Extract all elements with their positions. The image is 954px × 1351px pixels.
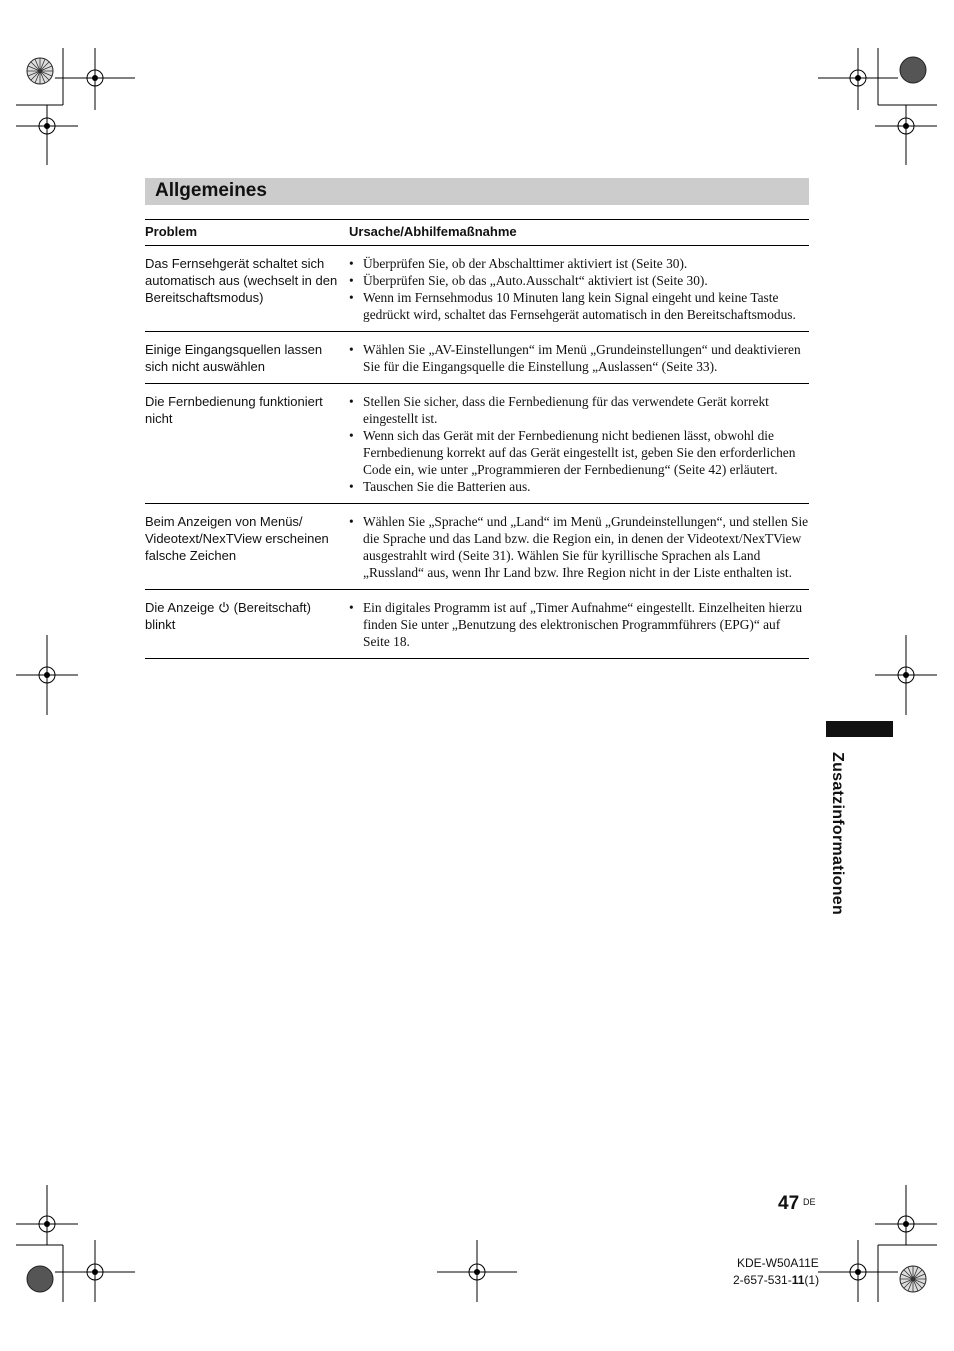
cause-item: • Überprüfen Sie, ob der Abschalttimer aktiviert ist (Seite 30).	[363, 255, 809, 272]
section-title: Allgemeines	[155, 180, 267, 201]
code-prefix: 2-657-531-	[733, 1273, 792, 1287]
problem-cell: Einige Eingangsquellen lassen sich nicht auswählen	[145, 342, 323, 374]
problem-suffix: (Bereitschaft) blinkt	[145, 600, 311, 632]
sidebar-section-label: Zusatzinformationen	[829, 752, 846, 916]
standby-icon	[218, 601, 230, 613]
page-language: DE	[803, 1197, 816, 1207]
gray-disc-mark-icon	[900, 57, 926, 83]
cause-item: • Stellen Sie sicher, dass die Fernbedienung für das verwendete Gerät korrekt eingestellt ist.	[363, 393, 809, 427]
problem-cell	[145, 599, 340, 633]
table-row	[145, 590, 809, 659]
table-row	[145, 384, 809, 504]
problem-cell: Beim Anzeigen von Menüs/ Videotext/NexTView erscheinen falsche Zeichen	[145, 514, 329, 563]
column-header-problem: Problem	[145, 224, 198, 239]
cause-item: • Tauschen Sie die Batterien aus.	[363, 478, 809, 495]
starburst-mark-icon	[900, 1266, 926, 1292]
section-header	[145, 178, 809, 205]
cause-item: • Überprüfen Sie, ob das „Auto.Ausschalt“ aktiviert ist (Seite 30).	[363, 272, 809, 289]
troubleshooting-table	[145, 219, 809, 659]
model-number: KDE-W50A11E	[737, 1256, 819, 1270]
cause-item: • Ein digitales Programm ist auf „Timer Aufnahme“ eingestellt. Einzelheiten hierzu finden Sie unter „Benutzung des elektronischen Programmführers (EPG)“ auf Seite 18.	[363, 599, 809, 650]
starburst-mark-icon	[27, 58, 53, 84]
document-code	[733, 1273, 819, 1287]
table-row	[145, 332, 809, 384]
gray-disc-mark-icon	[27, 1266, 53, 1292]
table-row	[145, 246, 809, 332]
table-row	[145, 504, 809, 590]
code-bold: 11	[791, 1273, 805, 1287]
column-header-cause: Ursache/Abhilfemaßnahme	[349, 224, 517, 239]
cause-item: • Wenn sich das Gerät mit der Fernbedienung nicht bedienen lässt, obwohl die Fernbedienung korrekt auf das Gerät eingestellt ist, geben Sie den erforderlichen Code ein, wie unter „Programmieren der Fernbedienung“ (Seite 42) erläutert.	[363, 427, 809, 478]
problem-cell: Die Fernbedienung funktioniert nicht	[145, 394, 323, 426]
page-number: 47	[778, 1193, 800, 1214]
table-header	[145, 219, 809, 246]
sidebar-tab-marker	[826, 721, 893, 737]
problem-cell: Das Fernsehgerät schaltet sich automatisch aus (wechselt in den Bereitschaftsmodus)	[145, 256, 338, 305]
problem-prefix: Die Anzeige	[145, 600, 215, 615]
cause-item: • Wenn im Fernsehmodus 10 Minuten lang kein Signal eingeht und keine Taste gedrückt wird, schaltet das Fernsehgerät automatisch in den Bereitschaftsmodus.	[363, 289, 809, 323]
cause-item: • Wählen Sie „AV-Einstellungen“ im Menü „Grundeinstellungen“ und deaktivieren Sie für die Eingangsquelle die Einstellung „Auslassen“ (Seite 33).	[363, 341, 809, 375]
code-suffix: (1)	[804, 1273, 820, 1287]
cause-item: • Wählen Sie „Sprache“ und „Land“ im Menü „Grundeinstellungen“, und stellen Sie die Sprache und das Land bzw. die Region ein, in denen der Videotext/NexTView ausgestrahlt wird (Seite 31). Wählen Sie für kyrillische Sprachen als Land „Russland“ aus, wenn Ihr Land bzw. Ihre Region nicht in der Liste enthalten ist.	[363, 513, 809, 581]
